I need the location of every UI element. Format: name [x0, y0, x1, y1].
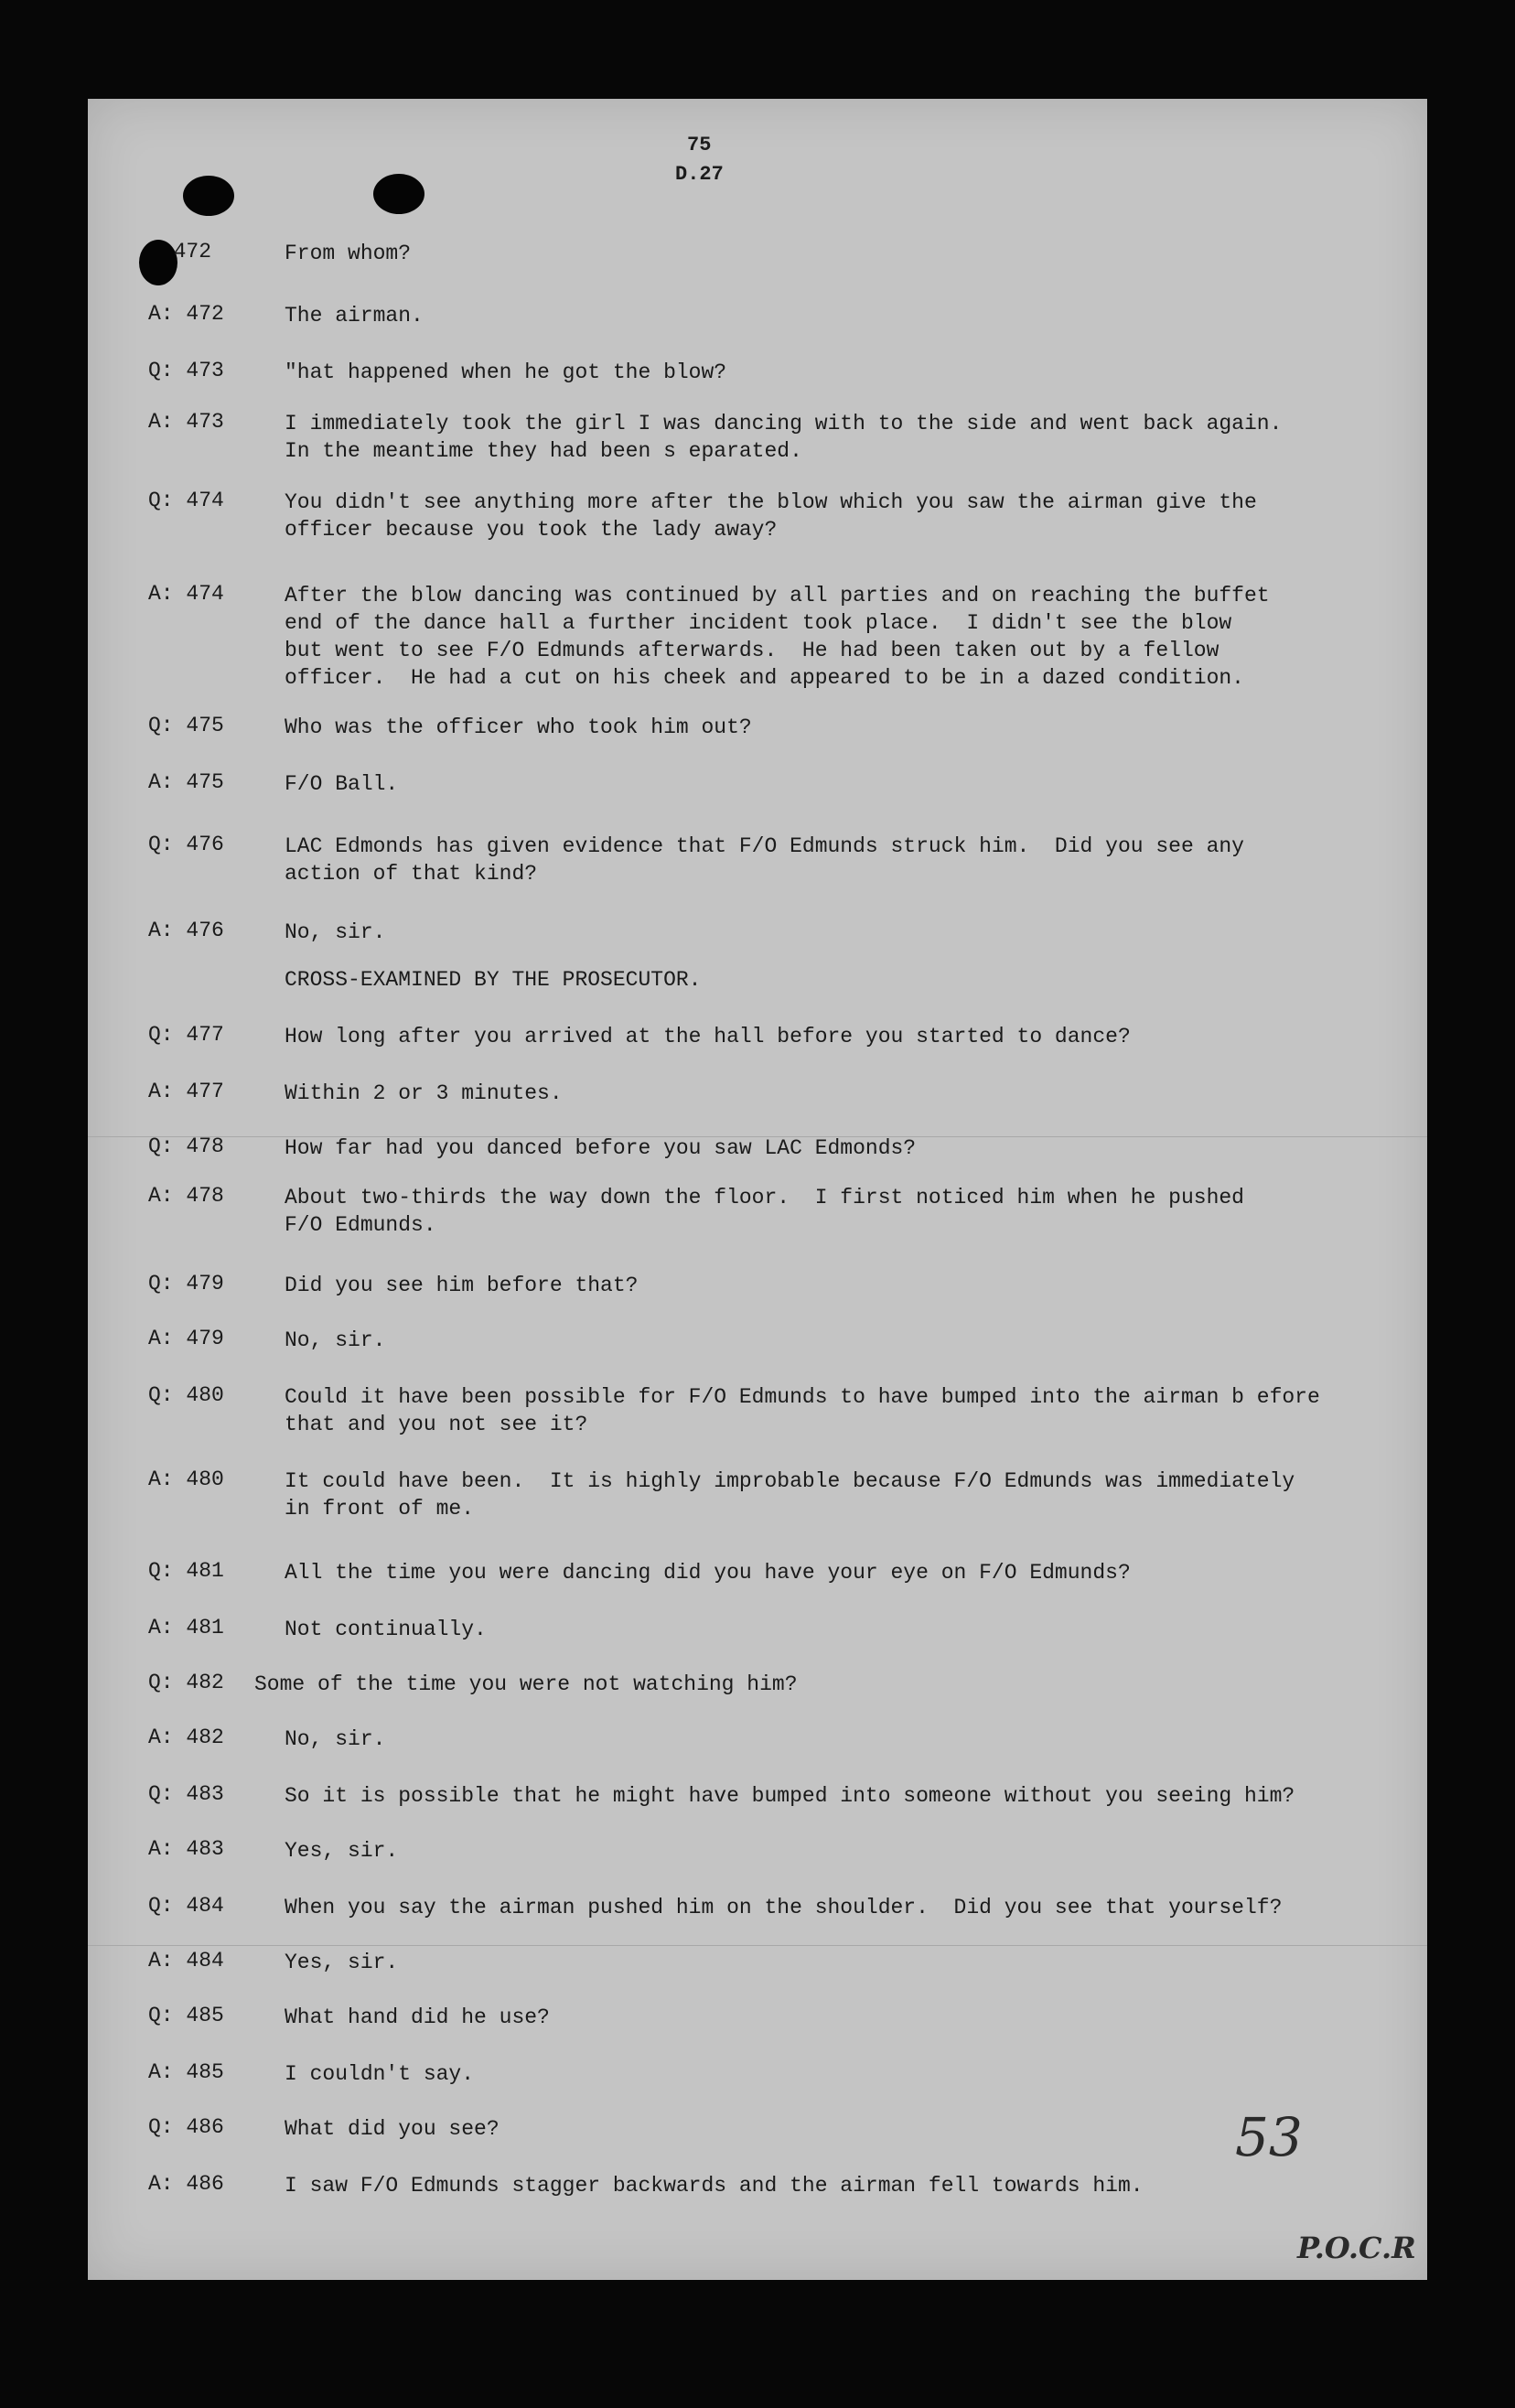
entry-label: A: 485 [148, 2060, 224, 2084]
entry-text [285, 2004, 1419, 2031]
text-line: action of that kind? [285, 862, 538, 886]
text-line: The airman. [285, 304, 424, 328]
text-line: LAC Edmonds has given evidence that F/O Edmunds struck him. Did you see any [285, 834, 1244, 858]
text-line: Some of the time you were not watching him? [254, 1672, 798, 1696]
section-heading: CROSS-EXAMINED BY THE PROSECUTOR. [285, 968, 702, 992]
text-line: It could have been. It is highly improbable because F/O Edmunds was immediately [285, 1469, 1295, 1493]
text-line: No, sir. [285, 1328, 386, 1352]
entry-text [285, 1782, 1419, 1810]
entry-label: Q: 477 [148, 1023, 224, 1047]
text-line: "hat happened when he got the blow? [285, 360, 727, 384]
entry-text [285, 240, 1419, 267]
text-line: Could it have been possible for F/O Edmunds to have bumped into the airman b efore [285, 1385, 1320, 1409]
text-line: I couldn't say. [285, 2062, 475, 2086]
entry-label: Q: 484 [148, 1894, 224, 1918]
entry-text [285, 1383, 1419, 1438]
entry-text [285, 714, 1419, 741]
entry-label: A: 481 [148, 1616, 224, 1639]
page-number: 75 [687, 134, 712, 156]
entry-label: Q: 476 [148, 833, 224, 856]
text-line: I immediately took the girl I was dancing with to the side and went back again. [285, 412, 1283, 435]
text-line: Not continually. [285, 1618, 487, 1641]
text-line: in front of me. [285, 1497, 475, 1521]
entry-label: A: 478 [148, 1184, 224, 1208]
text-line: What hand did he use? [285, 2005, 550, 2029]
text-line: end of the dance hall a further incident took place. I didn't see the blow [285, 611, 1232, 635]
entry-text [285, 1559, 1419, 1586]
text-line: that and you not see it? [285, 1413, 588, 1436]
entry-label: Q: 486 [148, 2115, 224, 2139]
text-line: So it is possible that he might have bumped into someone without you seeing him? [285, 1784, 1295, 1808]
entry-text [285, 489, 1419, 543]
entry-label: Q: 485 [148, 2004, 224, 2027]
entry-text [285, 410, 1419, 465]
text-line: All the time you were dancing did you have your eye on F/O Edmunds? [285, 1561, 1131, 1585]
entry-text [285, 1894, 1419, 1921]
text-line: You didn't see anything more after the blow which you saw the airman give the [285, 490, 1257, 514]
text-line: From whom? [285, 242, 412, 265]
text-line: F/O Ball. [285, 772, 399, 796]
text-line: officer. He had a cut on his cheek and appeared to be in a dazed condition. [285, 666, 1244, 690]
entry-text [285, 919, 1419, 946]
fold-line [88, 1945, 1427, 1946]
entry-text [285, 1837, 1419, 1865]
entry-label: A: 486 [148, 2172, 224, 2196]
entry-text [285, 1327, 1419, 1354]
entry-label: Q: 473 [148, 359, 224, 382]
entry-text [285, 359, 1419, 386]
entry-text [285, 582, 1419, 692]
text-line: No, sir. [285, 920, 386, 944]
text-line: When you say the airman pushed him on the shoulder. Did you see that yourself? [285, 1896, 1283, 1919]
entry-text [285, 1080, 1419, 1107]
entry-label: A: 484 [148, 1949, 224, 1973]
entry-label: A: 483 [148, 1837, 224, 1861]
punch-hole-right [373, 174, 424, 214]
text-line: but went to see F/O Edmunds afterwards. He had been taken out by a fellow [285, 639, 1220, 662]
entry-label: Q: 481 [148, 1559, 224, 1583]
entry-text [285, 1467, 1419, 1522]
entry-label: Q: 480 [148, 1383, 224, 1407]
entry-label: Q: 482 [148, 1671, 224, 1694]
entry-text [285, 1272, 1419, 1299]
punch-hole-left [183, 176, 234, 216]
entry-label: A: 474 [148, 582, 224, 606]
document-reference: D.27 [675, 163, 724, 186]
entry-text [254, 1671, 1389, 1698]
text-line: After the blow dancing was continued by all parties and on reaching the buffet [285, 584, 1270, 607]
text-line: How long after you arrived at the hall before you started to dance? [285, 1025, 1131, 1048]
entry-label: Q: 479 [148, 1272, 224, 1295]
entry-text [285, 1184, 1419, 1239]
text-line: Within 2 or 3 minutes. [285, 1081, 563, 1105]
text-line: Yes, sir. [285, 1839, 399, 1863]
entry-label: Q: 483 [148, 1782, 224, 1806]
entry-text [285, 1134, 1419, 1162]
entry-label: A: 477 [148, 1080, 224, 1103]
entry-label: A: 475 [148, 770, 224, 794]
entry-label: Q: 478 [148, 1134, 224, 1158]
entry-label: Q: 474 [148, 489, 224, 512]
entry-label: A: 476 [148, 919, 224, 942]
entry-text [285, 2172, 1419, 2199]
entry-label: A: 482 [148, 1725, 224, 1749]
entry-text [285, 1023, 1419, 1050]
entry-label: A: 479 [148, 1327, 224, 1350]
text-line: F/O Edmunds. [285, 1213, 436, 1237]
entry-label: Q: 475 [148, 714, 224, 737]
text-line: How far had you danced before you saw LAC Edmonds? [285, 1136, 917, 1160]
folio-handwritten: 53 [1235, 2106, 1303, 2168]
text-line: officer because you took the lady away? [285, 518, 778, 542]
entry-label: 472 [148, 240, 212, 263]
text-line: About two-thirds the way down the floor. I first noticed him when he pushed [285, 1186, 1244, 1209]
text-line: In the meantime they had been s eparated. [285, 439, 802, 463]
entry-label: A: 473 [148, 410, 224, 434]
text-line: No, sir. [285, 1727, 386, 1751]
entry-text [285, 1725, 1419, 1753]
entry-text [285, 1949, 1419, 1976]
document-page [88, 99, 1427, 2280]
entry-text [285, 1616, 1419, 1643]
entry-text [285, 770, 1419, 798]
text-line: What did you see? [285, 2117, 500, 2141]
entry-label: A: 480 [148, 1467, 224, 1491]
entry-label: A: 472 [148, 302, 224, 326]
text-line: Did you see him before that? [285, 1274, 639, 1297]
entry-text [285, 302, 1419, 329]
entry-text [285, 833, 1419, 887]
entry-text [285, 2060, 1419, 2088]
text-line: I saw F/O Edmunds stagger backwards and the airman fell towards him. [285, 2174, 1144, 2198]
text-line: Yes, sir. [285, 1951, 399, 1974]
text-line: Who was the officer who took him out? [285, 715, 752, 739]
initials-handwritten: P.O.C.R [1297, 2231, 1416, 2265]
